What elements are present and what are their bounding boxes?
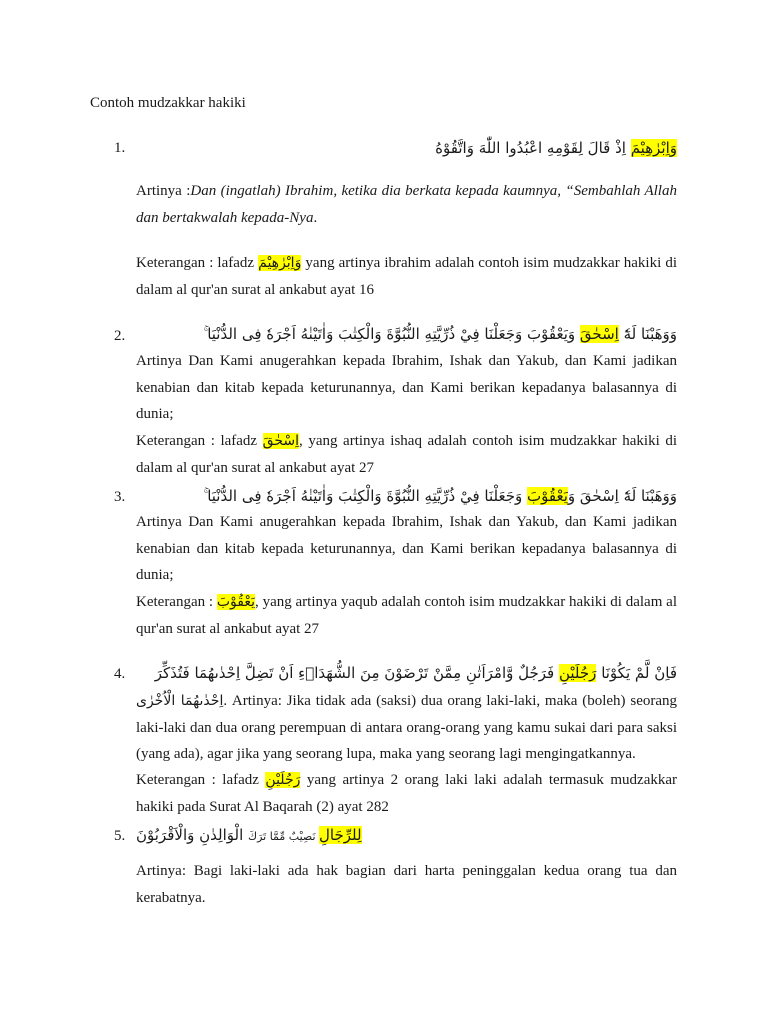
- item-4-keterangan: [136, 767, 677, 820]
- item-4-ket-suffix: yang artinya 2 orang laki laki adalah termasuk mudzakkar hakiki pada Surat Al Baqarah (2) ayat 282: [136, 772, 678, 815]
- item-2-arabic-pre: وَوَهَبْنَا لَهٗٓ: [618, 325, 677, 343]
- item-4-artinya: [136, 688, 677, 768]
- item-3-arabic: [136, 485, 677, 507]
- item-1-artinya-end: .: [313, 209, 318, 226]
- item-4-arabic: [136, 662, 677, 684]
- item-1-artinya-italic-2: , ketika dia berkata kepada kaumnya, “Sembahlah Allah dan bertakwalah kepada-Nya: [136, 183, 677, 226]
- item-4-ket-word: رَجُلَيْنِ: [265, 772, 301, 788]
- item-3-ket-word: يَعْقُوْبَ: [216, 594, 256, 610]
- item-2-number: 2.: [114, 328, 126, 344]
- item-2-ket-suffix: , yang artinya ishaq adalah contoh isim mudzakkar hakiki di dalam al qur'an surat al ankabut ayat 27: [136, 433, 677, 476]
- item-1-artinya: [136, 178, 677, 231]
- item-2-arabic-highlight: اِسْحٰقَ: [579, 325, 619, 343]
- item-3-artinya: Artinya Dan Kami anugerahkan kepada Ibrahim, Ishak dan Yakub, dan Kami jadikan kenabian dan kitab kepada keturunannya, dan Kami berikan kepadanya balasannya di dunia;: [136, 514, 677, 583]
- item-1-arabic-rest: اِذْ قَالَ لِقَوْمِهِ اعْبُدُوا اللّٰهَ وَاتَّقُوْهُ: [435, 139, 631, 157]
- item-3-keterangan: [136, 589, 677, 642]
- item-4-ket-prefix: Keterangan : lafadz: [136, 772, 266, 788]
- item-3-arabic-pre: وَوَهَبْنَا لَهٗٓ اِسْحٰقَ وَ: [567, 487, 677, 505]
- item-2-artinya: Artinya Dan Kami anugerahkan kepada Ibrahim, Ishak dan Yakub, dan Kami jadikan kenabian dan kitab kepada keturunannya, dan Kami berikan kepadanya balasannya di dunia;: [136, 353, 677, 422]
- item-4-arabic-line2: اِحْدٰىهُمَا الْاُخْرٰى: [136, 693, 224, 709]
- item-2-keterangan: [136, 428, 677, 481]
- item-3-arabic-rest: وَجَعَلْنَا فِيْ ذُرِّيَّتِهِ النُّبُوَّةَ وَالْكِتٰبَ وَاٰتَيْنٰهُ اَجْرَهٗ فِى الدُّنْيَا ۚ: [203, 487, 528, 505]
- item-2-ket-word: اِسْحٰقَ: [262, 433, 299, 449]
- item-1-ket-suffix: yang artinya ibrahim adalah contoh isim mudzakkar hakiki di dalam al qur'an surat al ankabut ayat 16: [136, 255, 678, 298]
- item-1-number: 1.: [114, 140, 126, 156]
- item-5-arabic-rest: الْوَالِدٰنِ وَالْاَقْرَبُوْنَ: [136, 826, 249, 844]
- item-5-arabic-small: نَصِيْبٌ مِّمَّا تَرَكَ: [248, 830, 320, 843]
- item-1-artinya-italic-1: Dan (ingatlah) Ibrahim: [190, 183, 334, 199]
- item-1-ket-word: وَاِبْرٰهِيْمَ: [258, 255, 302, 271]
- item-5-arabic: [136, 824, 362, 848]
- item-4-arabic-rest: فَرَجُلٌ وَّامْرَاَتٰنِ مِمَّنْ تَرْضَوْنَ مِنَ الشُّهَدَاۤءِ اَنْ تَضِلَّ اِحْدٰىهُمَا فَتُذَكِّرَ: [154, 664, 559, 682]
- item-2-arabic: [136, 323, 677, 345]
- item-1-ket-prefix: Keterangan : lafadz: [136, 255, 259, 271]
- item-4-arabic-highlight: رَجُلَيْنِ: [558, 664, 597, 682]
- item-5-arabic-highlight: لِلرِّجَالِ: [319, 826, 362, 844]
- item-5-number: 5.: [114, 828, 126, 844]
- item-3-arabic-highlight: يَعْقُوْبَ: [527, 487, 568, 505]
- item-1-arabic: [136, 137, 677, 159]
- item-2-arabic-rest: وَيَعْقُوْبَ وَجَعَلْنَا فِيْ ذُرِّيَّتِهِ النُّبُوَّةَ وَالْكِتٰبَ وَاٰتَيْنٰهُ اَجْرَهٗ فِى الدُّنْيَا ۚ: [203, 325, 580, 343]
- item-3-number: 3.: [114, 489, 126, 505]
- item-5-artinya: Artinya: Bagi laki-laki ada hak bagian dari harta peninggalan kedua orang tua dan kerabatnya.: [136, 863, 677, 906]
- item-4-artinya-text: . Artinya: Jika tidak ada (saksi) dua orang laki-laki, maka (boleh) seorang laki-laki dan dua orang perempuan di antara orang-orang yang kamu sukai dari para saksi (yang ada), agar jika yang seorang lupa, maka yang seorang lagi mengingatkannya.: [136, 693, 678, 762]
- document-title: Contoh mudzakkar hakiki: [90, 95, 246, 111]
- item-2-ket-prefix: Keterangan : lafadz: [136, 433, 263, 449]
- item-1-keterangan: [136, 250, 677, 303]
- item-4-number: 4.: [114, 666, 126, 682]
- item-1-arabic-highlight: وَاِبْرٰهِيْمَ: [630, 139, 677, 157]
- item-3-ket-suffix: , yang artinya yaqub adalah contoh isim mudzakkar hakiki di dalam al qur'an surat al ankabut ayat 27: [136, 594, 677, 637]
- item-4-arabic-pre: فَاِنْ لَّمْ يَكُوْنَا: [596, 664, 677, 682]
- item-3-ket-prefix: Keterangan :: [136, 594, 217, 610]
- item-1-artinya-prefix: Artinya :: [136, 183, 191, 199]
